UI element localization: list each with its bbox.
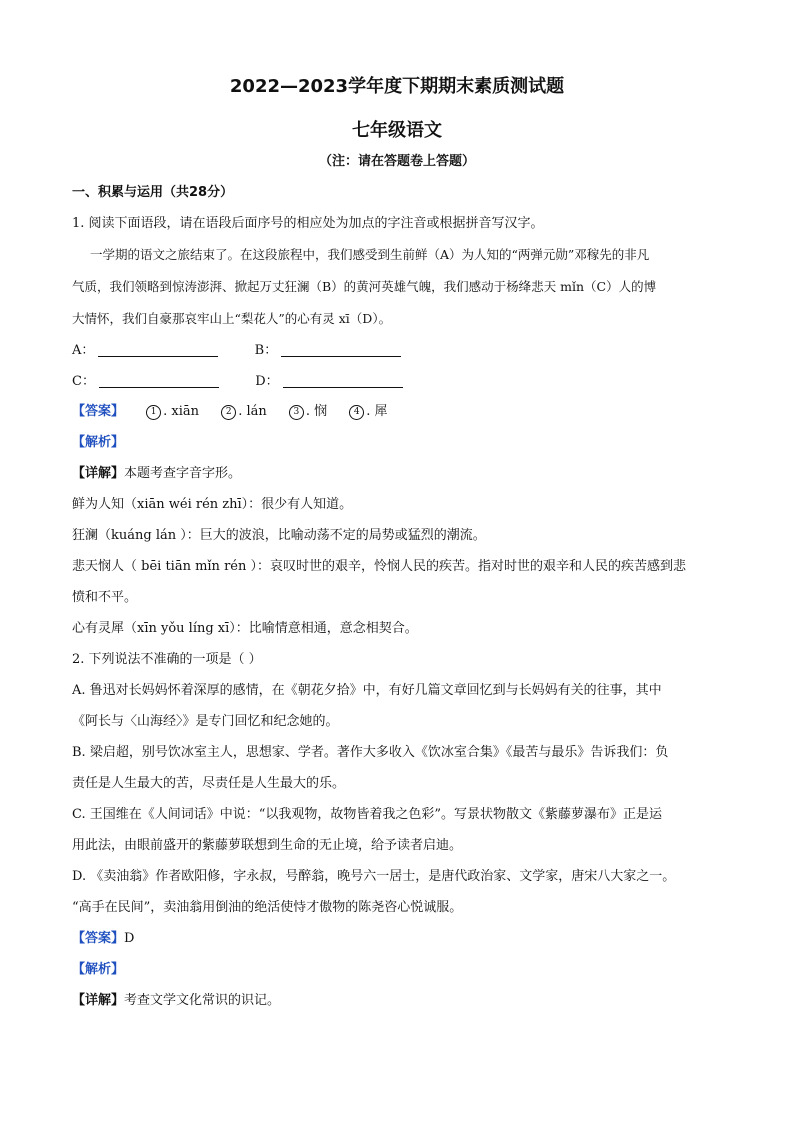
detail-label: 【详解】	[72, 466, 125, 481]
q2-option-line: 用此法，由眼前盛开的紫藤萝联想到生命的无止境，给予读者启迪。	[72, 838, 463, 853]
analysis-label: 【解析】	[72, 962, 125, 977]
explanation-line: 心有灵犀（xīn yǒu líng xī）：比喻情意相通，意念相契合。	[72, 621, 418, 636]
explanation-line: 愤和不平。	[72, 590, 138, 605]
blank-b-label: B：	[254, 343, 278, 358]
detail-intro: 考查文学文化常识的识记。	[124, 993, 281, 1008]
blank-d-line[interactable]	[283, 373, 403, 388]
q1-blanks-row	[72, 373, 724, 391]
detail-label: 【详解】	[72, 993, 125, 1008]
answer-label: 【答案】	[72, 931, 125, 946]
detail-row	[72, 465, 724, 483]
exam-subtitle: 七年级语文	[352, 120, 442, 141]
q2-prompt: 2. 下列说法不准确的一项是（ ）	[72, 652, 262, 667]
q2-option-line: D. 《卖油翁》作者欧阳修，字永叔，号醉翁，晚号六一居士，是唐代政治家、文学家，唐宋八大家之一。	[72, 869, 676, 884]
explanation-line: 鲜为人知（xiān wéi rén zhī）：很少有人知道。	[72, 497, 353, 512]
blank-c-label: C：	[72, 374, 95, 389]
q1-answer-row	[72, 403, 724, 421]
q2-answer-row	[72, 930, 724, 948]
answer-label: 【答案】	[72, 404, 125, 419]
answer-item: 1 . xiān	[146, 403, 199, 421]
detail-intro: 本题考查字音字形。	[124, 466, 242, 481]
analysis-label: 【解析】	[72, 435, 125, 450]
answer-item: 3 . 悯	[289, 403, 327, 421]
section-heading: 一、积累与运用（共28分）	[72, 185, 234, 200]
q2-option-line: C. 王国维在《人间词话》中说：“以我观物，故物皆着我之色彩”。写景状物散文《紫藤萝瀑布》正是运	[72, 807, 663, 822]
q1-blanks-row	[72, 342, 724, 360]
answer-item: 2 . lán	[221, 403, 267, 421]
blank-a-label: A：	[72, 343, 95, 358]
blank-c-line[interactable]	[99, 373, 219, 388]
q2-option-line: 责任是人生最大的苦，尽责任是人生最大的乐。	[72, 776, 346, 791]
q2-option-line: 《阿长与〈山海经〉》是专门回忆和纪念她的。	[72, 714, 339, 729]
exam-title: 2022—2023学年度下期期末素质测试题	[229, 76, 565, 97]
q2-answer: D	[124, 931, 135, 946]
q2-option-line: A. 鲁迅对长妈妈怀着深厚的感情，在《朝花夕拾》中，有好几篇文章回忆到与长妈妈有关的往事，其中	[72, 683, 662, 698]
explanation-line: 悲天悯人（ bēi tiān mǐn rén ）：哀叹时世的艰辛，怜悯人民的疾苦。指对时世的艰辛和人民的疾苦感到悲	[72, 559, 686, 574]
exam-note: （注：请在答题卷上答题）	[318, 154, 475, 169]
q1-passage-line: 大情怀，我们自豪那哀牢山上“梨花人”的心有灵 xī（D）。	[72, 311, 392, 326]
answer-item: 4 . 犀	[349, 403, 387, 421]
blank-a-line[interactable]	[98, 342, 218, 357]
blank-b-line[interactable]	[281, 342, 401, 357]
q1-prompt: 1. 阅读下面语段，请在语段后面序号的相应处为加点的字注音或根据拼音写汉字。	[72, 216, 544, 231]
detail-row	[72, 992, 724, 1010]
q2-option-line: B. 梁启超，别号饮冰室主人，思想家、学者。著作大多收入《饮冰室合集》《最苦与最乐》告诉我们：负	[72, 745, 669, 760]
q2-option-line: “高手在民间”，卖油翁用倒油的绝活使恃才傲物的陈尧咨心悦诚服。	[72, 900, 463, 915]
explanation-line: 狂澜（kuáng lán ）：巨大的波浪，比喻动荡不定的局势或猛烈的潮流。	[72, 528, 486, 543]
blank-d-label: D：	[255, 374, 279, 389]
q1-passage-line: 一学期的语文之旅结束了。在这段旅程中，我们感受到生前鲜（A）为人知的“两弹元勋”邓稼先的非凡	[90, 247, 650, 262]
q1-passage-line: 气质，我们领略到惊涛澎湃、掀起万丈狂澜（B）的黄河英雄气魄，我们感动于杨绛悲天 mǐn（C）人的博	[72, 279, 657, 294]
